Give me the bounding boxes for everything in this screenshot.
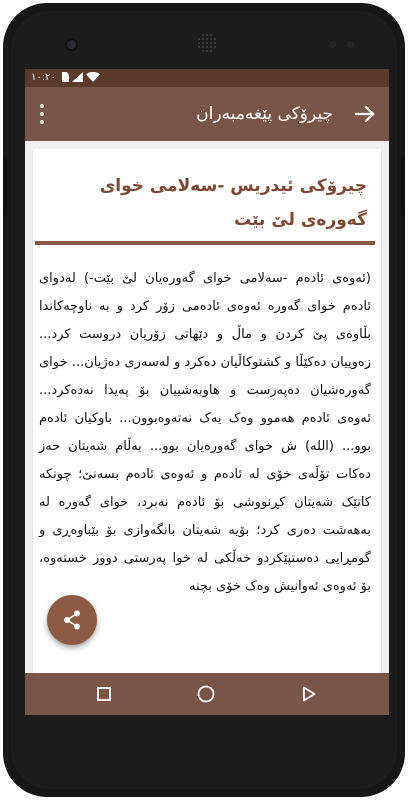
front-camera [67,40,76,49]
more-vert-icon[interactable] [39,104,45,124]
app-title: چیرۆکی پێغەمبەران [196,104,333,124]
title-divider [35,241,375,245]
story-body: (ئەوەی ئادەم -سەلامی خوای گەورەیان لێ بێت-) لەدوای ئادەم خوای گەورە ئەوەی ئادەمی زۆر کرد و بە ناوچەکاندا بڵاوەی پێ کردن و ماڵ و دێهاتی زۆریان دروست کرد... زەوییان دەکێڵا و کشتوکاڵیان دەکرد و لەسەری دەژیان... خوای گەورەشیان دەپەرست و هاوبەشییان بۆ پەیدا نەدەکرد... ئەوەی ئادەم هەموو وەک یەک نەتەوەبوون... باوکیان ئادەم بوو... (الله) ش خوای گەورەیان بوو... بەڵام شەیتان حەز دەکات تۆڵەی خۆی لە ئادەم و ئەوەی ئادەم بسەنێ؛ چونکە کاتێک شەیتان کڕنووشی بۆ ئادەم نەبرد، خوای گەورە لە بەهەشت دەری کرد؛ بۆیە شەیتان بانگەوازی بۆ بێباوەڕی و گومڕایی دەستپێکردو خەڵکی لە خوا پەرستی دوور خستەوە، بۆ ئەوەی ئەوانیش وەک خۆی بچنە [39,271,371,594]
content-area [25,141,389,673]
earpiece-speaker [197,33,217,53]
status-time: ١٠:٢٠ [31,72,56,83]
power-button [401,155,405,215]
story-title: چیرۆکی ئیدریس -سەلامی خوای گەورەی لێ بێت [99,176,367,230]
share-button[interactable] [47,595,97,645]
navigation-bar [25,673,389,715]
status-icons [61,72,100,82]
share-icon [63,610,81,630]
arrow-back-icon[interactable] [355,105,375,123]
proximity-sensor [329,41,336,48]
phone-frame [3,3,405,797]
wifi-icon [86,72,100,82]
back-button[interactable] [289,673,329,715]
screen [25,69,389,715]
recents-button[interactable] [84,673,124,715]
recents-square-icon [97,687,111,701]
back-triangle-icon [302,686,316,702]
sim-card-icon [61,72,69,82]
light-sensor [347,41,354,48]
status-bar [25,69,389,87]
app-bar [25,87,389,141]
volume-button [3,155,7,215]
home-button[interactable] [186,673,226,715]
home-circle-icon [197,685,215,703]
signal-icon [72,72,83,82]
